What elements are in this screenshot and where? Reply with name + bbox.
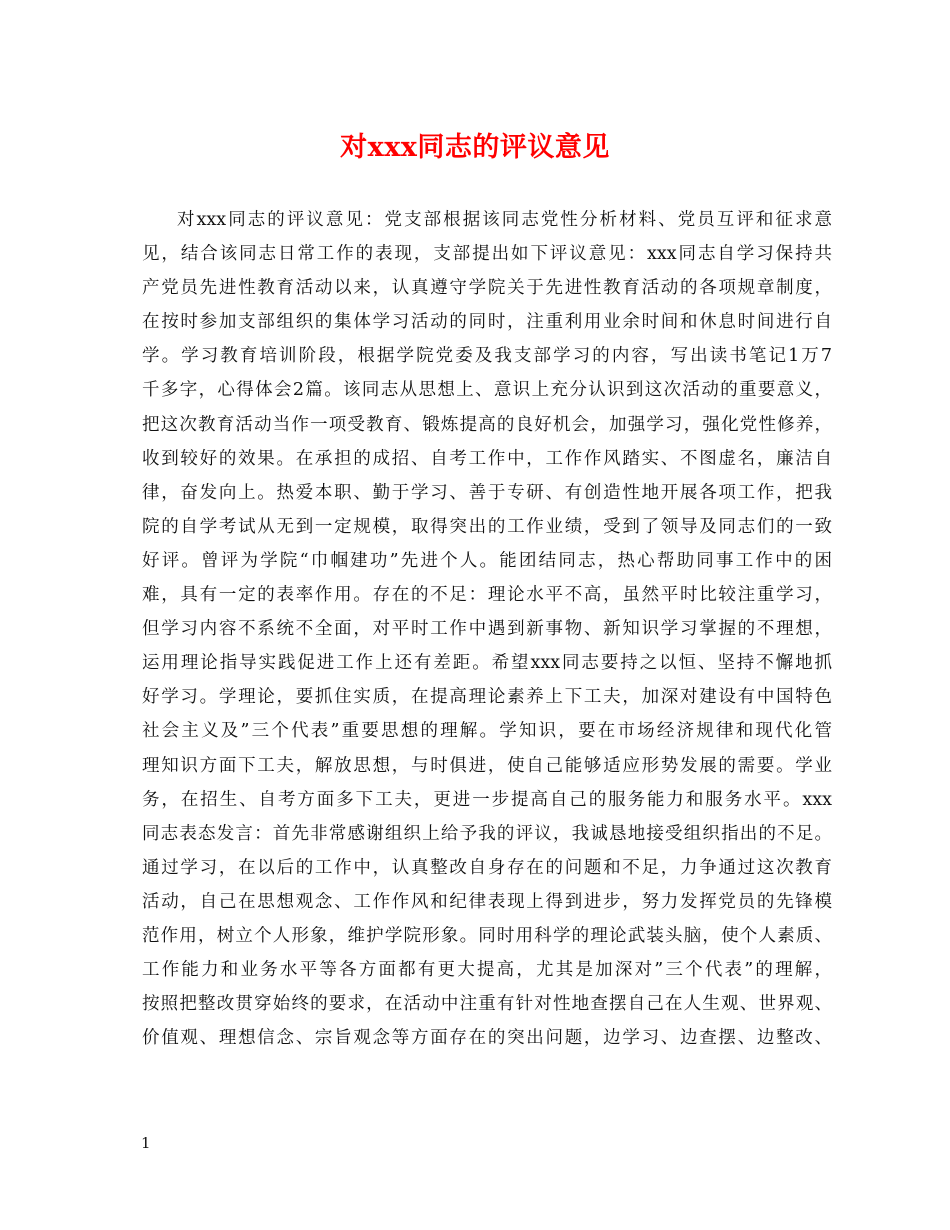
- text-line: 见，结合该同志日常工作的表现，支部提出如下评议意见：xxx同志自学习保持共: [142, 244, 832, 265]
- text-line: 工作能力和业务水平等各方面都有更大提高，尤其是加深对”三个代表”的理解，: [142, 960, 832, 981]
- text-line: 同志表态发言：首先非常感谢组织上给予我的评议，我诚恳地接受组织指出的不足。: [142, 823, 832, 844]
- text-line: 难，具有一定的表率作用。存在的不足：理论水平不高，虽然平时比较注重学习，: [142, 585, 832, 606]
- text-line: 理知识方面下工夫，解放思想，与时俱进，使自己能够适应形势发展的需要。学业: [142, 755, 832, 776]
- text-line: 好评。曾评为学院“巾帼建功”先进个人。能团结同志，热心帮助同事工作中的困: [142, 550, 832, 571]
- body-text: [142, 203, 832, 1055]
- text-line: 对xxx同志的评议意见：党支部根据该同志党性分析材料、党员互评和征求意: [177, 210, 832, 230]
- text-line: 但学习内容不系统不全面，对平时工作中遇到新事物、新知识学习掌握的不理想，: [142, 619, 832, 640]
- text-line: 产党员先进性教育活动以来，认真遵守学院关于先进性教育活动的各项规章制度，: [142, 278, 832, 299]
- text-line: 学。学习教育培训阶段，根据学院党委及我支部学习的内容，写出读书笔记1万7: [142, 346, 832, 367]
- text-line: 把这次教育活动当作一项受教育、锻炼提高的良好机会，加强学习，强化党性修养，: [142, 414, 832, 435]
- text-line: 运用理论指导实践促进工作上还有差距。希望xxx同志要持之以恒、坚持不懈地抓: [142, 653, 832, 674]
- document-title: 对xxx同志的评议意见: [340, 132, 610, 163]
- text-line: 范作用，树立个人形象，维护学院形象。同时用科学的理论武装头脑，使个人素质、: [142, 925, 832, 946]
- text-line: 务，在招生、自考方面多下工夫，更进一步提高自己的服务能力和服务水平。xxx: [142, 789, 832, 810]
- text-line: 收到较好的效果。在承担的成招、自考工作中，工作作风踏实、不图虚名，廉洁自: [142, 448, 832, 469]
- text-line: 活动，自己在思想观念、工作作风和纪律表现上得到进步，努力发挥党员的先锋模: [142, 891, 832, 912]
- text-line: 律，奋发向上。热爱本职、勤于学习、善于专研、有创造性地开展各项工作，把我: [142, 482, 832, 503]
- text-line: 价值观、理想信念、宗旨观念等方面存在的突出问题，边学习、边查摆、边整改、: [142, 1028, 832, 1049]
- text-line: 社会主义及”三个代表”重要思想的理解。学知识，要在市场经济规律和现代化管: [142, 721, 832, 742]
- text-line: 好学习。学理论，要抓住实质，在提高理论素养上下工夫，加深对建设有中国特色: [142, 687, 832, 708]
- page-number: 1: [141, 1134, 151, 1152]
- text-line: 在按时参加支部组织的集体学习活动的同时，注重利用业余时间和休息时间进行自: [142, 312, 832, 333]
- text-line: 千多字，心得体会2篇。该同志从思想上、意识上充分认识到这次活动的重要意义，: [142, 380, 832, 401]
- text-line: 院的自学考试从无到一定规模，取得突出的工作业绩，受到了领导及同志们的一致: [142, 516, 832, 537]
- text-line: 通过学习，在以后的工作中，认真整改自身存在的问题和不足，力争通过这次教育: [142, 857, 832, 878]
- text-line: 按照把整改贯穿始终的要求，在活动中注重有针对性地查摆自己在人生观、世界观、: [142, 994, 832, 1015]
